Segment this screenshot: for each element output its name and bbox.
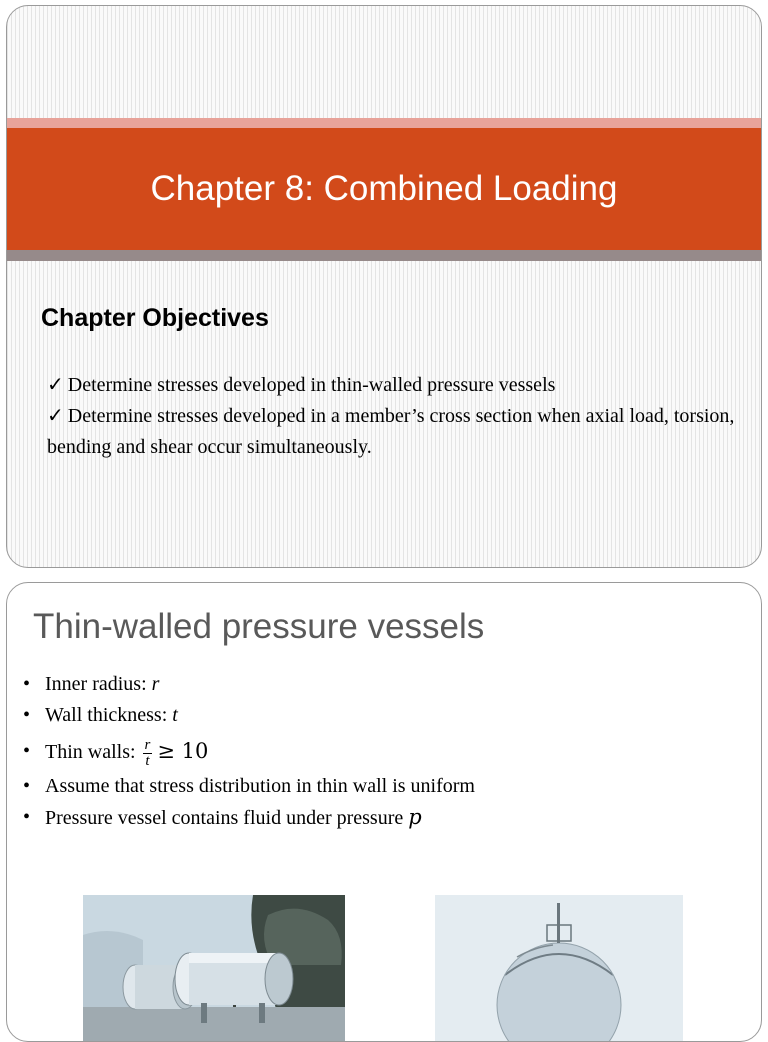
inequality-rhs: ≥ 10: [157, 739, 209, 763]
variable-t: t: [172, 704, 178, 726]
bullet-icon: •: [23, 673, 31, 695]
objective-item: [47, 401, 737, 463]
objective-item: [47, 370, 737, 401]
fraction-numerator: r: [144, 736, 151, 753]
variable-p: p: [408, 805, 422, 829]
bullet-label: Pressure vessel contains fluid under pressure: [45, 807, 409, 829]
variable-r: r: [151, 673, 160, 695]
slide-title: Thin-walled pressure vessels: [33, 607, 485, 646]
fraction-r-over-t: [143, 738, 153, 769]
bullet-list: [21, 669, 741, 833]
bullet-label: Thin walls:: [45, 741, 141, 763]
cylindrical-tanks-photo: [83, 895, 345, 1042]
objectives-heading: Chapter Objectives: [41, 304, 269, 332]
bullet-label: Inner radius:: [45, 673, 152, 695]
bullet-label: Wall thickness:: [45, 704, 173, 726]
bullet-icon: •: [23, 704, 31, 726]
accent-band-light: [7, 118, 761, 128]
objective-text: Determine stresses developed in a member’s cross section when axial load, torsion, bending and shear occur simultaneously.: [47, 405, 735, 458]
accent-band-gray: [7, 250, 761, 261]
slide-chapter-objectives: [6, 5, 762, 568]
bullet-icon: •: [23, 806, 31, 828]
bullet-pressure: [21, 802, 741, 833]
bullet-assume-uniform: [21, 771, 741, 802]
title-band: [7, 128, 761, 250]
spherical-vessel-photo: [435, 895, 683, 1042]
check-icon: ✓: [47, 374, 64, 396]
bullet-icon: •: [23, 775, 31, 797]
bullet-icon: •: [23, 740, 31, 762]
bullet-thin-walls: [21, 731, 741, 771]
slide-title: Chapter 8: Combined Loading: [150, 169, 618, 208]
slide-thin-walled-vessels: [6, 582, 762, 1042]
bullet-label: Assume that stress distribution in thin wall is uniform: [45, 775, 475, 797]
bullet-wall-thickness: [21, 700, 741, 731]
objective-text: Determine stresses developed in thin-walled pressure vessels: [67, 374, 556, 396]
check-icon: ✓: [47, 405, 64, 427]
bullet-inner-radius: [21, 669, 741, 700]
fraction-denominator: t: [145, 752, 150, 769]
objectives-list: [47, 370, 737, 463]
